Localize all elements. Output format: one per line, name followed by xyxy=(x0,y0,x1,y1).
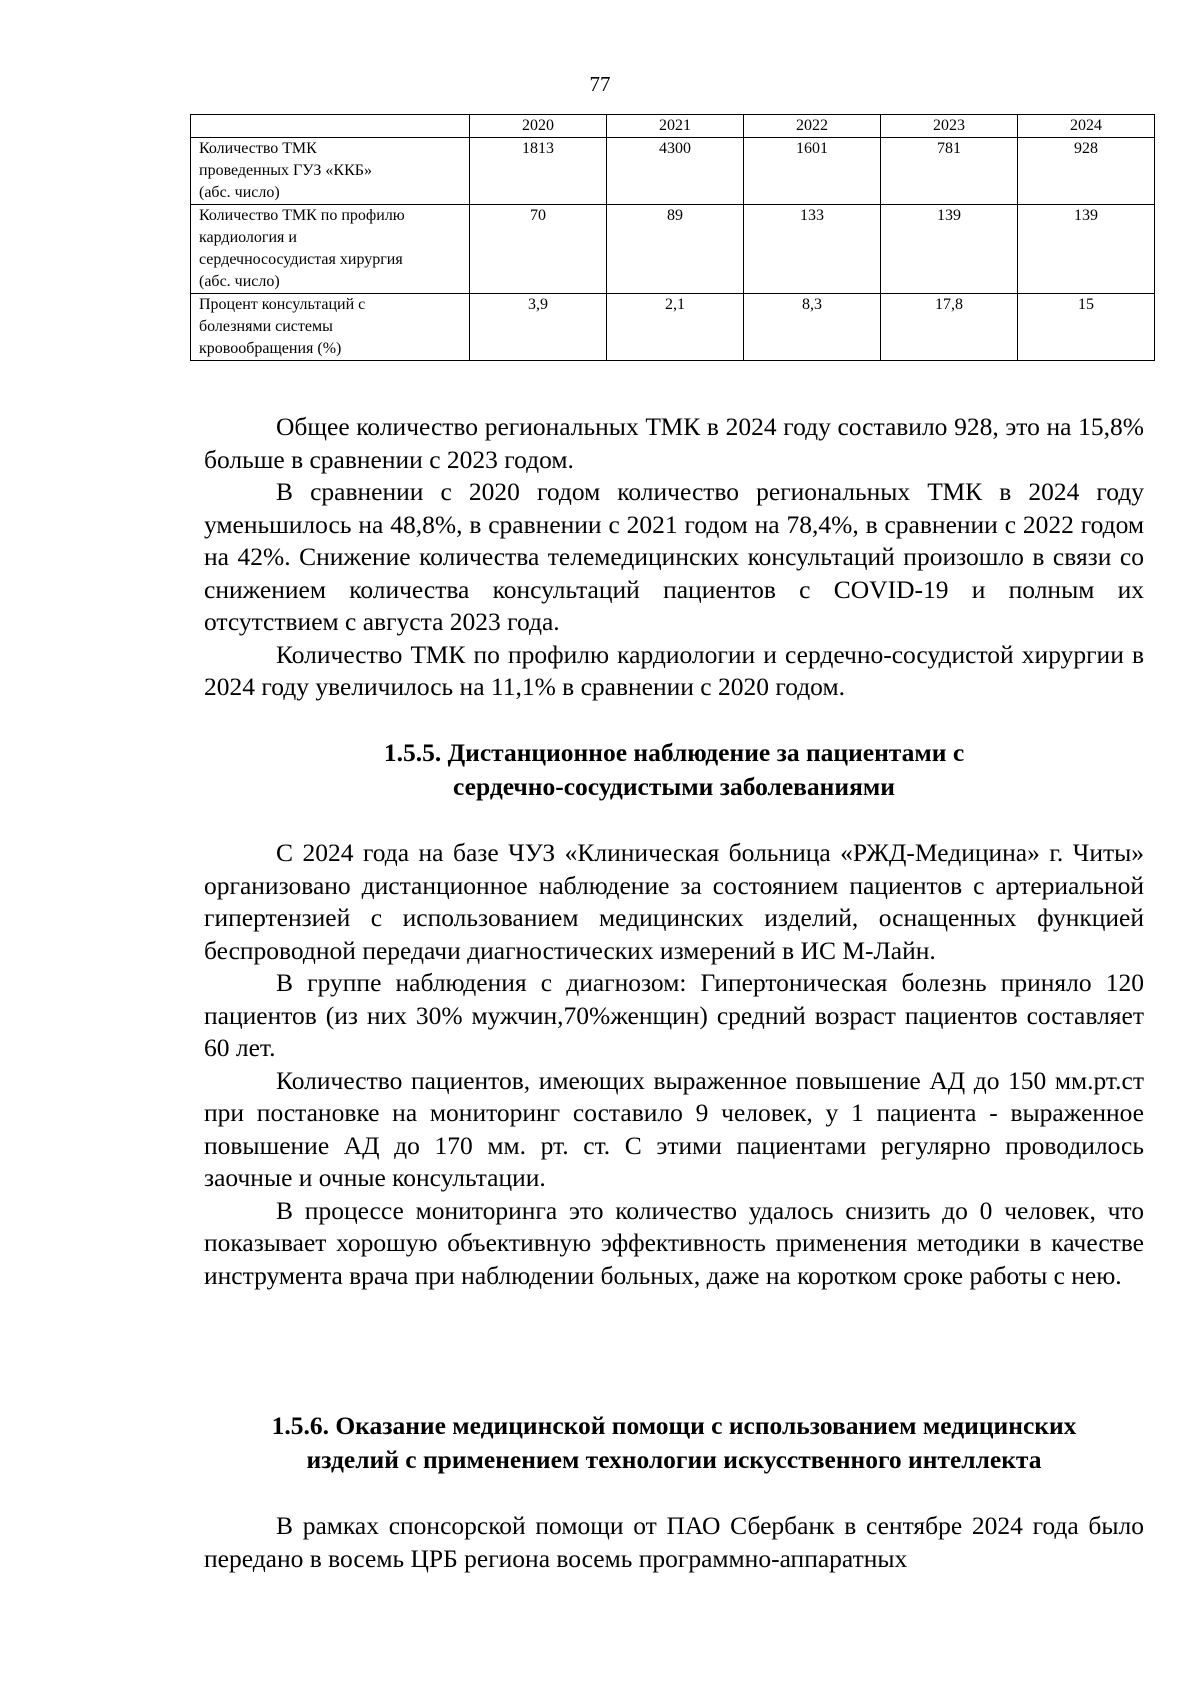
table-header-cell: 2024 xyxy=(1018,115,1155,138)
tmk-summary-text xyxy=(204,411,1144,704)
paragraph: В процессе мониторинга это количество удалось снизить до 0 человек, что показывает хорошую объективную эффективность применения методики в качестве инструмента врача при наблюдении больных, даже на коротком сроке работы с нею. xyxy=(204,1195,1144,1290)
table-cell: 139 xyxy=(1018,205,1155,294)
table-header-cell: 2020 xyxy=(470,115,607,138)
paragraph: В рамках спонсорской помощи от ПАО Сбербанк в сентябре 2024 года было передано в восемь ЦРБ региона восемь программно-аппаратных xyxy=(204,1511,1144,1573)
page-number: 77 xyxy=(589,72,611,96)
table-header-row xyxy=(191,115,1155,138)
paragraph: В группе наблюдения с диагнозом: Гипертоническая болезнь приняло 120 пациентов (из них 30% мужчин,70%женщин) средний возраст пациентов составляет 60 лет. xyxy=(204,968,1144,1062)
paragraph: С 2024 года на базе ЧУЗ «Клиническая больница «РЖД-Медицина» г. Читы» организовано дистанционное наблюдение за состоянием пациентов с артериальной гипертензией с использованием медицинских изделий, оснащенных функцией беспроводной передачи диагностических измерений в ИС М-Лайн. xyxy=(204,838,1144,965)
table-cell: 139 xyxy=(881,205,1018,294)
section-heading: 1.5.6. Оказание медицинской помощи с использованием медицинских изделий с применением технологии искусственного интеллекта xyxy=(271,1411,1077,1474)
table-cell: 17,8 xyxy=(881,294,1018,361)
tmk-statistics-table xyxy=(190,114,1155,361)
table-row xyxy=(191,205,1155,294)
section-1-5-5 xyxy=(204,736,1144,1292)
table-cell: 928 xyxy=(1018,138,1155,205)
table-cell: 781 xyxy=(881,138,1018,205)
paragraph: Количество ТМК по профилю кардиологии и сердечно-сосудистой хирургии в 2024 году увеличилось на 11,1% в сравнении с 2020 годом. xyxy=(204,639,1144,701)
section-1-5-6 xyxy=(204,1409,1144,1575)
paragraph: Общее количество региональных ТМК в 2024 году составило 928, это на 15,8% больше в сравнении с 2023 годом. xyxy=(204,412,1144,474)
row-label: Количество ТМК проведенных ГУЗ «ККБ» (абс. число) xyxy=(191,138,470,205)
table-header-cell xyxy=(191,115,470,138)
table-cell: 70 xyxy=(470,205,607,294)
table-cell: 15 xyxy=(1018,294,1155,361)
table-cell: 89 xyxy=(607,205,744,294)
table-cell: 1813 xyxy=(470,138,607,205)
section-heading: 1.5.5. Дистанционное наблюдение за пациентами с сердечно-сосудистыми заболеваниями xyxy=(383,738,965,801)
row-label: Процент консультаций с болезнями системы кровообращения (%) xyxy=(191,294,470,361)
table-header-cell: 2022 xyxy=(744,115,881,138)
paragraph: В сравнении с 2020 годом количество региональных ТМК в 2024 году уменьшилось на 48,8%, в сравнении с 2021 годом на 78,4%, в сравнении с 2022 годом на 42%. Снижение количества телемедицинских консультаций произошло в связи со снижением количества консультаций пациентов с COVID-19 и полным их отсутствием с августа 2023 года. xyxy=(204,477,1144,636)
table-cell: 3,9 xyxy=(470,294,607,361)
table-header-cell: 2023 xyxy=(881,115,1018,138)
table-cell: 2,1 xyxy=(607,294,744,361)
table-row xyxy=(191,294,1155,361)
table-cell: 1601 xyxy=(744,138,881,205)
row-label: Количество ТМК по профилю кардиология и сердечнососудистая хирургия (абс. число) xyxy=(191,205,470,294)
table-cell: 8,3 xyxy=(744,294,881,361)
table-header-cell: 2021 xyxy=(607,115,744,138)
table-row xyxy=(191,138,1155,205)
table-cell: 133 xyxy=(744,205,881,294)
paragraph: Количество пациентов, имеющих выраженное повышение АД до 150 мм.рт.ст при постановке на мониторинг составило 9 человек, у 1 пациента - выраженное повышение АД до 170 мм. рт. ст. С этими пациентами регулярно проводилось заочные и очные консультации. xyxy=(204,1065,1144,1192)
table-cell: 4300 xyxy=(607,138,744,205)
